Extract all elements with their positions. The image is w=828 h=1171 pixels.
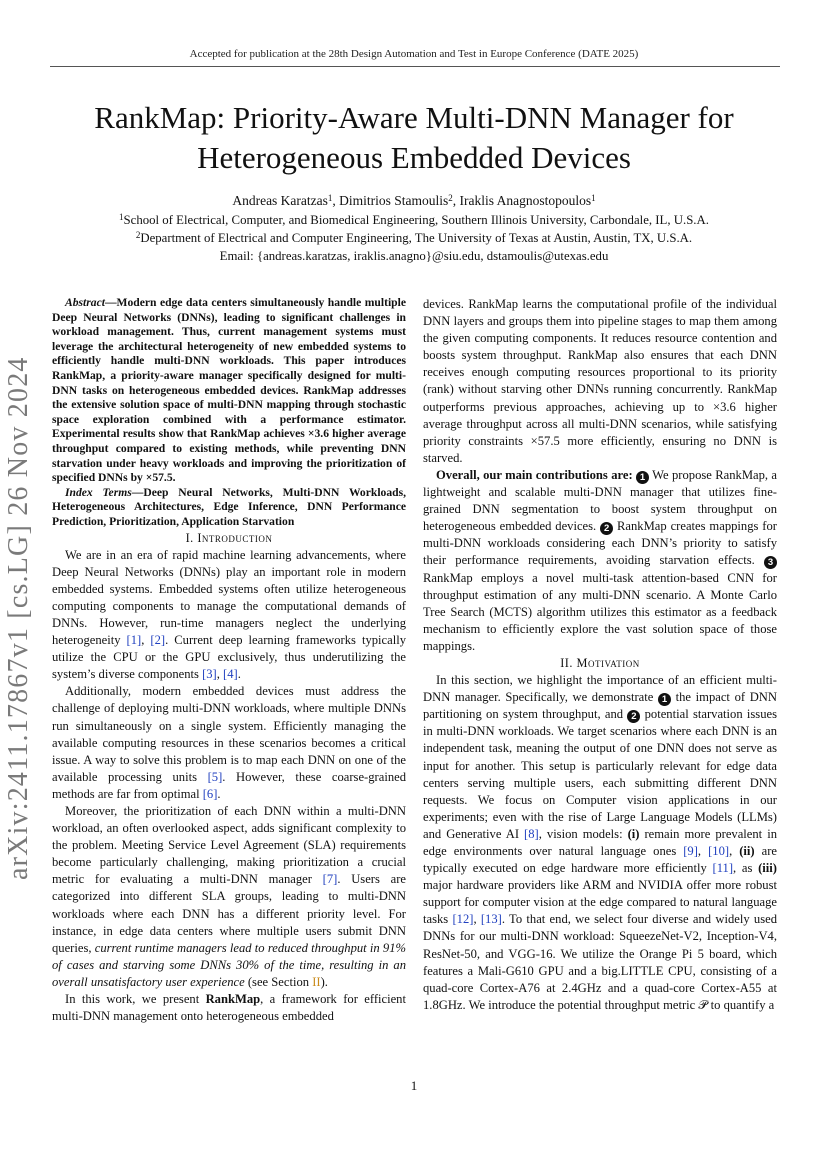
index-terms-label: Index Terms xyxy=(65,485,132,499)
affiliation-2-text: Department of Electrical and Computer Engineering, The University of Texas at Austin, Austin, TX, U.S.A. xyxy=(140,231,693,245)
intro-paragraph-1: We are in an era of rapid machine learning advancements, where Deep Neural Networks (DNNs) play an important role in modern embedded systems. Embedded systems often utilize heterogeneous computing components to manage the computational demands of DNNs. However, run-time managers neglect the underlying heterogeneity [1], [2]. Current deep learning frameworks typically utilize the CPU or the GPU exclusively, thus underutilizing the system’s diverse components [3], [4]. xyxy=(52,547,407,682)
title-line-1: RankMap: Priority-Aware Multi-DNN Manager for xyxy=(94,100,734,135)
number-2-badge-icon: 2 xyxy=(627,710,640,723)
page-number: 1 xyxy=(410,1078,418,1093)
section-link[interactable]: II xyxy=(312,974,321,989)
section-heading-motivation: II. Motivation xyxy=(560,655,640,670)
author-2: Dimitrios Stamoulis xyxy=(339,193,449,208)
affiliation-2: $^2$Department of Electrical and Computer Engineering, The University of Texas at Austin, Austin, TX, U.S.A. xyxy=(135,230,693,245)
left-column xyxy=(52,296,406,1025)
intro-paragraph-4: In this work, we present RankMap, a framework for efficient multi-DNN management onto heterogeneous embedded xyxy=(52,992,406,1024)
citation-link[interactable]: [7] xyxy=(322,872,338,887)
citation-link[interactable]: [11] xyxy=(712,861,734,876)
citation-link[interactable]: [10] xyxy=(708,844,730,858)
citation-link[interactable]: [12] xyxy=(452,912,474,927)
right-column xyxy=(423,296,777,1014)
title-line-2: Heterogeneous Embedded Devices xyxy=(197,140,631,175)
citation-link[interactable]: [6] xyxy=(202,786,218,801)
number-3-badge-icon: 3 xyxy=(764,556,777,569)
contributions-paragraph: Overall, our main contributions are: 1 We propose RankMap, a lightweight and scalable multi-DNN manager that utilizes fine-grained DNN segmentation to boost system throughput on heterogeneous embedded devices. 2 RankMap creates mappings for multi-DNN workloads considering each DNN’s priority to satisfy their performance requirements, avoiding starvation effects. 3 RankMap employs a novel multi-task attention-based CNN for throughput estimation of any multi-DNN scenario. A Monte Carlo Tree Search (MCTS) algorithm utilizes this estimator as a feedback mechanism to efficiently explore the vast solution space of those mappings. xyxy=(423,467,778,653)
abstract xyxy=(52,296,406,486)
intro-paragraph-3: Moreover, the prioritization of each DNN within a multi-DNN workload, an often overlooked aspect, adds significant complexity to the problem. Meeting Service Level Agreement (SLA) requirements become particularly challenging, making prioritization a crucial metric for evaluating a multi-DNN manager [7]. Users are categorized into different SLA groups, leading to multi-DNN workloads where each DNN has a different priority level. For instance, in edge data centers where multiple users submit DNN queries, current runtime managers lead to reduced throughput in 91% of cases and starving some DNNs 30% of the time, resulting in an overall unsatisfactory user experience (see Section II). xyxy=(52,804,406,989)
citation-link[interactable]: [3] xyxy=(202,667,217,682)
affiliation-1-text: School of Electrical, Computer, and Biomedical Engineering, Southern Illinois University, Carbondale, IL, U.S.A. xyxy=(123,213,709,227)
citation-link[interactable]: [4] xyxy=(223,667,238,682)
abstract-label: Abstract xyxy=(65,296,105,309)
arxiv-stamp: arXiv:2411.17867v1 [cs.LG] 26 Nov 2024 xyxy=(3,356,34,880)
section-heading-introduction: I. Introduction xyxy=(185,530,273,545)
author-3: Iraklis Anagnostopoulos xyxy=(459,193,592,208)
motivation-paragraph: In this section, we highlight the importance of an efficient multi-DNN manager. Specifically, we demonstrate 1 the impact of DNN partitioning on system throughput, and 2 potential starvation issues in multi-DNN workloads. We target scenarios where each DNN is an independent task, meaning the output of one DNN does not serve as input for another. This setup is particularly relevant for edge data centers serving multiple users, each submitting different DNN requests. We focus on Computer vision applications in our experiments; even with the rise of Large Language Models (LLMs) and Generative AI [8], vision models: (i) remain more prevalent in edge environments over natural language ones [9], [10], (ii) are typically executed on edge hardware more efficiently [11], as (iii) major hardware providers like ARM and NVIDIA offer more robust support for computer vision at the edge compared to natural language tasks [12], [13]. To that end, we select four diverse and widely used DNNs for our multi-DNN workload: SqueezeNet-V2, Inception-V4, ResNet-50, and VGG-16. We utilize the Orange Pi 5 board, which features a Mali-G610 GPU and a big.LITTLE CPU, consisting of a quad-core Cortex-A76 at 2.4GHz and a quad-core Cortex-A55 at 1.8GHz. We introduce the potential throughput metric 𝒫 to quantify a xyxy=(423,673,777,1012)
author-1: Andreas Karatzas xyxy=(232,193,328,208)
abstract-text: —Modern edge data centers simultaneously handle multiple Deep Neural Networks (DNNs), leading to significant challenges in workload management. Thus, current management systems must leverage the architectural heterogeneity of new embedded systems to efficiently handle multi-DNN workloads. This paper introduces RankMap, a priority-aware manager specifically designed for multi-DNN tasks on heterogeneous embedded devices. RankMap addresses the extensive solution space of multi-DNN mapping through stochastic space exploration combined with a performance estimator. Experimental results show that RankMap achieves ×3.6 higher average throughput compared to existing methods, while preventing DNN starvation under heavy workloads and improving the prioritization of specified DNNs by ×57.5. xyxy=(52,296,406,485)
number-2-badge-icon: 2 xyxy=(600,522,613,535)
number-1-badge-icon: 1 xyxy=(636,471,649,484)
conference-header: Accepted for publication at the 28th Design Automation and Test in Europe Conference (DATE 2025) xyxy=(189,48,639,60)
citation-link[interactable]: [13] xyxy=(480,912,502,927)
citation-link[interactable]: [5] xyxy=(207,769,223,784)
number-1-badge-icon: 1 xyxy=(658,693,671,706)
affiliation-1: $^1$School of Electrical, Computer, and Biomedical Engineering, Southern Illinois University, Carbondale, IL, U.S.A. xyxy=(119,212,709,227)
header-rule xyxy=(50,66,780,67)
paper-title xyxy=(40,98,788,178)
citation-link[interactable]: [8] xyxy=(524,826,539,841)
intro-paragraph-2: Additionally, modern embedded devices must address the challenge of deploying multi-DNN workloads, where multiple DNNs run simultaneously on a single system. Efficiently managing the available computing resources in these scenarios becomes a critical issue. A way to solve this problem is to map each DNN on one of the available processing units [5]. However, these coarse-grained methods are far from optimal [6]. xyxy=(52,684,407,801)
citation-link[interactable]: [1] xyxy=(126,633,142,648)
citation-link[interactable]: [2] xyxy=(150,633,166,648)
author-emails: Email: {andreas.karatzas, iraklis.anagno}@siu.edu, dstamoulis@utexas.edu xyxy=(219,249,609,263)
intro-paragraph-4-continued: devices. RankMap learns the computational profile of the individual DNN layers and groups them into pipeline stages to map them among the given computing components. It reduces resource contention and boosts system throughput. RankMap also ensures that each DNN receives enough computing resources proportional to its priority (rank) without starving other DNNs running concurrently. RankMap outperforms previous approaches, achieving up to ×3.6 higher average throughput across all multi-DNN scenarios, while satisfying priority constraints ×57.5 more efficiently, ensuring no DNN is starved. xyxy=(423,297,777,465)
index-terms-text: —Deep Neural Networks, Multi-DNN Workloads, Heterogeneous Architectures, Edge Inference, DNN Performance Prediction, Prioritization, Application Starvation xyxy=(52,485,406,528)
index-terms xyxy=(52,486,406,530)
citation-link[interactable]: [9] xyxy=(683,844,698,858)
author-list: Andreas Karatzas$^1$, Dimitrios Stamoulis$^2$, Iraklis Anagnostopoulos$^1$ xyxy=(232,193,596,208)
